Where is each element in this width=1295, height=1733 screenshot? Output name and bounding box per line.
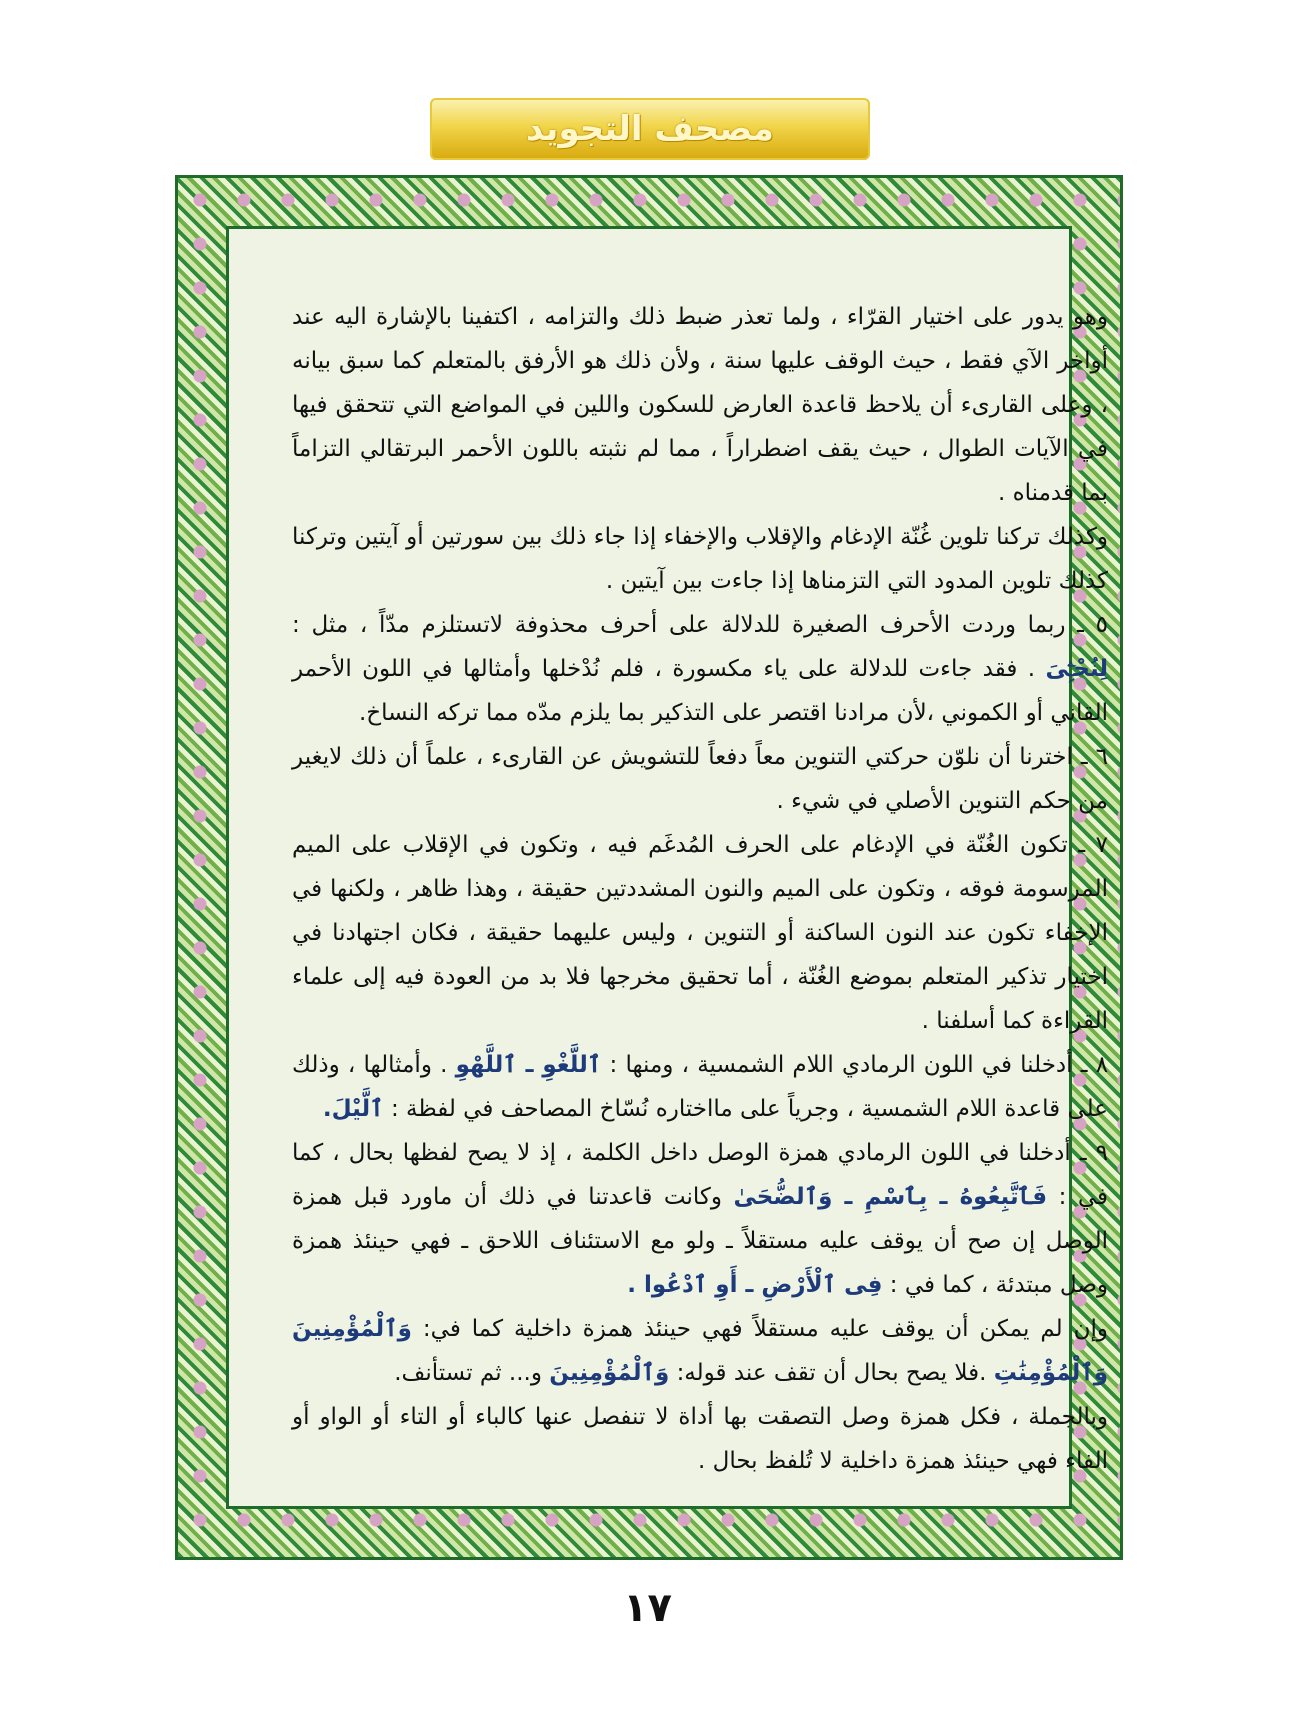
quran-example: فَٱتَّبِعُوهُ ـ بِٱسْمِ ـ وَٱلضُّحَىٰ [733, 1184, 1048, 1210]
closing-text: وإن لم يمكن أن يوقف عليه مستقلاً فهي حينئذ همزة داخلية كما في: [422, 1316, 1109, 1342]
item-text: ـ أدخلنا في اللون الرمادي اللام الشمسية ، ومنها : [609, 1052, 1088, 1078]
quran-example-2: فِى ٱلْأَرْضِ ـ أَوِ ٱدْعُوا . [627, 1272, 883, 1298]
item-6 [292, 735, 1108, 823]
quran-example: ٱللَّغْوِ ـ ٱللَّهْوِ [455, 1052, 602, 1078]
item-text: ـ تكون الغُنّة في الإدغام على الحرف المُدغَم فيه ، وتكون في الإقلاب على الميم المرسومة فوقه ، وتكون على الميم والنون المشددتين حقيقة ، وهذا ظاهر ، ولكنها في الإخفاء تكون عند النون الساكنة أو التنوين ، وليس عليهما حقيقة ، فكان اجتهادنا في اختيار تذكير المتعلم بموضع الغُنّة ، أما تحقيق مخرجها فلا بد من العودة فيه إلى علماء القراءة كما أسلفنا . [292, 832, 1108, 1034]
item-text: ـ أدخلنا في اللون الرمادي همزة الوصل داخل الكلمة ، إذ لا يصح لفظها بحال ، كما في : [292, 1140, 1109, 1210]
quran-example: وَٱلْمُؤْمِنِينَ وَٱلْمُؤْمِنَٰتِ [292, 1316, 1108, 1386]
item-number: ٦ [1095, 744, 1108, 770]
page-body [292, 295, 1108, 1545]
item-text: ـ ربما وردت الأحرف الصغيرة للدلالة على أحرف محذوفة لاتستلزم مدّاً ، مثل : [292, 612, 1084, 638]
closing-paragraph-2: وبالجملة ، فكل همزة وصل التصقت بها أداة لا تنفصل عنها كالباء أو التاء أو الواو أو الفاء فهي حينئذ همزة داخلية لا تُلفظ بحال . [292, 1404, 1108, 1474]
quran-example-2: وَٱلْمُؤْمِنِينَ [549, 1360, 670, 1386]
paragraph-1: وهو يدور على اختيار القرّاء ، ولما تعذر ضبط ذلك والتزامه ، اكتفينا بالإشارة اليه عند أواخر الآي فقط ، حيث الوقف عليها سنة ، ولأن ذلك هو الأرفق بالمتعلم كما سبق بيانه ، وعلى القارىء أن يلاحظ قاعدة العارض للسكون واللين في المواضع التي تتحقق فيها في الآيات الطوال ، حيث يقف اضطراراً ، مما لم نثبته باللون الأحمر البرتقالي التزاماً بما قدمناه . [292, 304, 1108, 506]
item-text-continued: . فقد جاءت للدلالة على ياء مكسورة ، فلم نُدْخلها وأمثالها في اللون الأحمر القاني أو الكموني ،لأن مرادنا اقتصر على التذكير بما يلزم مدّه مما تركه النساخ. [292, 656, 1108, 726]
closing-text-end: و... ثم تستأنف. [394, 1360, 542, 1386]
item-5 [292, 603, 1108, 735]
text-panel [226, 226, 1109, 1509]
page-number: ١٧ [623, 1585, 672, 1631]
item-number: ٨ [1095, 1052, 1109, 1078]
item-text: ـ اخترنا أن نلوّن حركتي التنوين معاً دفعاً للتشويش عن القارىء ، علماً أن ذلك لايغير من حكم التنوين الأصلي في شيء . [292, 744, 1108, 814]
item-number: ٥ [1095, 612, 1108, 638]
item-9 [292, 1131, 1108, 1307]
item-text-continued: . وأمثالها ، وذلك على قاعدة اللام الشمسية ، وجرياً على مااختاره نُسّاخ المصاحف في لفظة : [292, 1052, 1108, 1122]
paragraph-2: وكذلك تركنا تلوين غُنّة الإدغام والإقلاب والإخفاء إذا جاء ذلك بين سورتين أو آيتين وتركنا كذلك تلوين المدود التي التزمناها إذا جاءت بين آيتين . [292, 524, 1108, 594]
item-number: ٩ [1095, 1140, 1108, 1166]
item-7 [292, 823, 1108, 1043]
ornamental-frame [175, 175, 1123, 1560]
header-title: مصحف التجويد [526, 109, 774, 149]
item-number: ٧ [1095, 832, 1109, 858]
item-8 [292, 1043, 1108, 1131]
header-calligraphy-logo [430, 98, 870, 160]
closing-text-continued: .فلا يصح بحال أن تقف عند قوله: [676, 1360, 987, 1386]
closing-paragraph-1 [292, 1307, 1108, 1395]
item-text-continued: وكانت قاعدتنا في ذلك أن ماورد قبل همزة الوصل إن صح أن يوقف عليه مستقلاً ـ ولو مع الاستئناف اللاحق ـ فهي حينئذ همزة وصل مبتدئة ، كما في : [292, 1184, 1108, 1298]
quran-example-2: ٱلَّيْلَ. [322, 1096, 384, 1122]
quran-example: لِنُحْـِۧىَ [1045, 656, 1108, 682]
